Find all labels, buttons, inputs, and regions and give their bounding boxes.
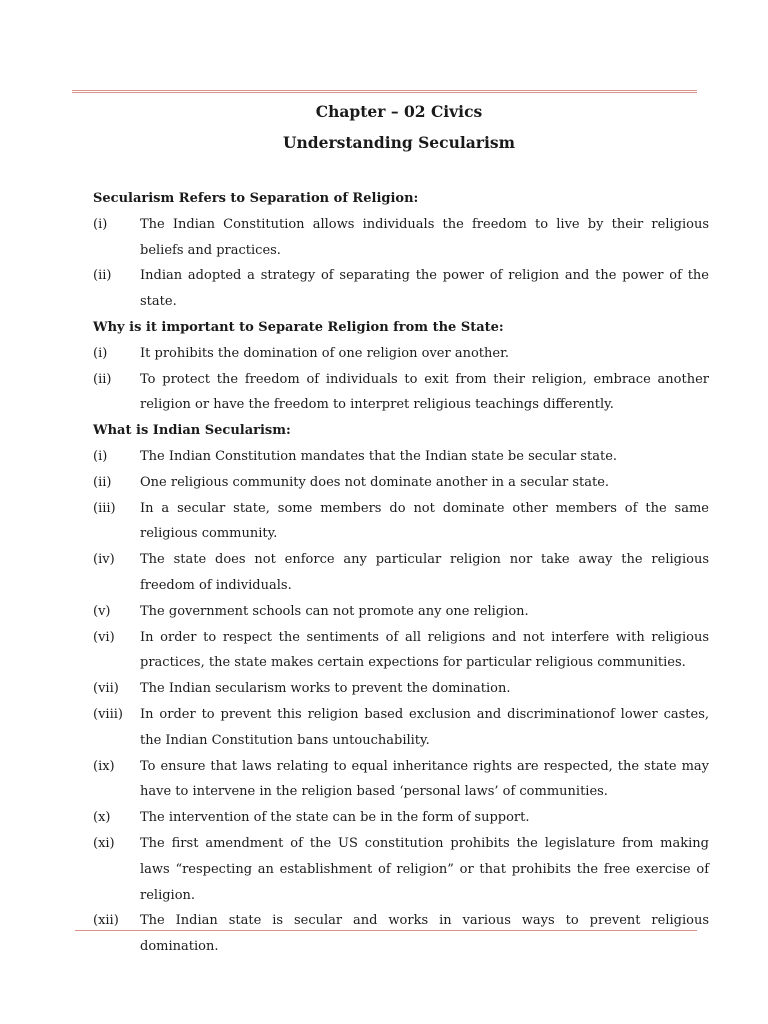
item-text: The Indian Constitution mandates that the Indian state be secular state. (140, 448, 618, 464)
list-item (93, 625, 709, 677)
list-item (93, 496, 709, 548)
item-text: In order to respect the sentiments of all religions and not interfere with religious practices, the state makes certain expections for particular religious communities. (140, 629, 709, 671)
list-item (93, 702, 709, 754)
list-item (93, 908, 709, 960)
item-number: (x) (93, 810, 111, 826)
list-item (93, 676, 709, 702)
section-heading: What is Indian Secularism: (93, 423, 291, 439)
item-number: (xii) (93, 913, 119, 929)
item-text: The Indian Constitution allows individuals the freedom to live by their religious beliefs and practices. (140, 216, 709, 258)
chapter-subtitle: Understanding Secularism (283, 133, 515, 152)
footer-divider (75, 930, 697, 931)
item-text: One religious community does not dominate another in a secular state. (140, 474, 610, 490)
item-number: (ii) (93, 371, 112, 387)
item-number: (iii) (93, 500, 116, 516)
section-heading: Why is it important to Separate Religion from the State: (93, 319, 504, 335)
chapter-title: Chapter – 02 Civics (315, 102, 483, 121)
item-text: In order to prevent this religion based exclusion and discriminationof lower castes, the Indian Constitution bans untouchability. (140, 706, 709, 748)
item-number: (vii) (93, 681, 119, 697)
item-text: The first amendment of the US constitution prohibits the legislature from making laws “respecting an establishment of religion” or that prohibits the free exercise of religion. (140, 835, 709, 903)
list-item (93, 547, 709, 599)
item-number: (iv) (93, 552, 115, 568)
item-text: To protect the freedom of individuals to exit from their religion, embrace another religion or have the freedom to interpret religious teachings differently. (140, 371, 709, 413)
document-body (93, 186, 709, 960)
list-item (93, 754, 709, 806)
list-item (93, 599, 709, 625)
list-item (93, 470, 709, 496)
item-text: The Indian secularism works to prevent the domination. (140, 681, 511, 697)
item-number: (i) (93, 448, 108, 464)
header-divider (72, 90, 697, 93)
list-item (93, 831, 709, 908)
item-number: (ix) (93, 758, 115, 774)
item-text: Indian adopted a strategy of separating the power of religion and the power of the state. (140, 268, 709, 310)
item-text: To ensure that laws relating to equal inheritance rights are respected, the state may have to intervene in the religion based ‘personal laws’ of communities. (140, 758, 709, 800)
item-number: (vi) (93, 629, 115, 645)
item-text: In a secular state, some members do not dominate other members of the same religious community. (140, 500, 709, 542)
item-number: (i) (93, 216, 108, 232)
list-item (93, 263, 709, 315)
list-item (93, 805, 709, 831)
item-number: (v) (93, 603, 111, 619)
section-heading: Secularism Refers to Separation of Religion: (93, 191, 419, 206)
item-text: The Indian state is secular and works in various ways to prevent religious domination. (140, 913, 709, 955)
item-text: The state does not enforce any particular religion nor take away the religious freedom of individuals. (140, 552, 709, 593)
list-item (93, 341, 709, 367)
list-item (93, 367, 709, 419)
item-text: It prohibits the domination of one religion over another. (140, 345, 509, 361)
list-item (93, 212, 709, 264)
item-number: (ii) (93, 474, 112, 490)
item-text: The intervention of the state can be in the form of support. (140, 810, 530, 826)
list-item (93, 444, 709, 470)
item-number: (xi) (93, 835, 115, 851)
item-number: (viii) (93, 706, 123, 722)
item-text: The government schools can not promote any one religion. (140, 603, 529, 619)
item-number: (ii) (93, 268, 112, 284)
item-number: (i) (93, 345, 108, 361)
